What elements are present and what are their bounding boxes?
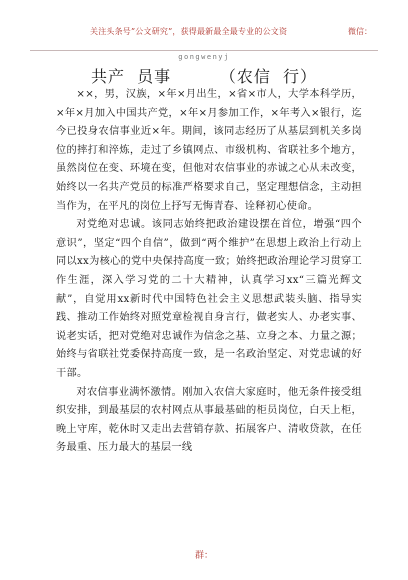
paragraph-passion: 对农信事业满怀激情。刚加入农信大家庭时，他无条件接受组织安排，到最基层的农村网点从事最基础的柜员岗位，白天上柜，晚上守库，乾休时又走出去营销存款、拓展客户、清收贷款，在任务最重、压力最大的基层一线 bbox=[56, 386, 362, 454]
header-banner bbox=[30, 20, 378, 61]
paragraph-loyalty: 对党绝对忠诚。该同志始终把政治建设摆在首位，增强“四个意识”，坚定“四个自信”，做到“两个维护”在思想上政治上行动上同以xx为核心的党中央保持高度一致；始终把政治理论学习贯穿工作生涯，深入学习党的二十大精神，认真学习xx“三篇光辉文献”，自觉用xx新时代中国特色社会主义思想武装头脑、指导实践、推动工作始终对照党章检视自身言行，做老实人、办老实事、说老实话，把对党绝对忠诚作为信念之基、立身之本、力量之源；始终与省联社党委保持高度一致，是一名政治坚定、对党忠诚的好干部。 bbox=[56, 219, 362, 379]
footer-text: 群： bbox=[194, 551, 213, 561]
paragraph-intro: ××，男，汉族，×年×月出生，×省×市人，大学本科学历，×年×月加入中国共产党，×年×月参加工作，×年考入×银行，迄今已投身农信事业近×年。期间，该同志经历了从基层到机关多岗位的摔打和淬炼，走过了乡镇网点、市级机构、省联社多个地方，虽然岗位在变、环境在变，但他对农信事业的赤诚之心从未改变，始终以一名共产党员的标准严格要求自己，坚定理想信念，主动担当作为，在平凡的岗位上抒写无悔青春、诠释初心使命。 bbox=[56, 89, 362, 212]
banner-account: gongwenyj bbox=[178, 53, 230, 61]
banner-text: 关注头条号”公文研究”，获得最新最全最专业的公文资 bbox=[90, 27, 288, 36]
document-body bbox=[56, 86, 362, 458]
document-title: 共产 员事 （农信 行） bbox=[90, 67, 318, 86]
banner-wechat: 微信： bbox=[348, 27, 372, 36]
